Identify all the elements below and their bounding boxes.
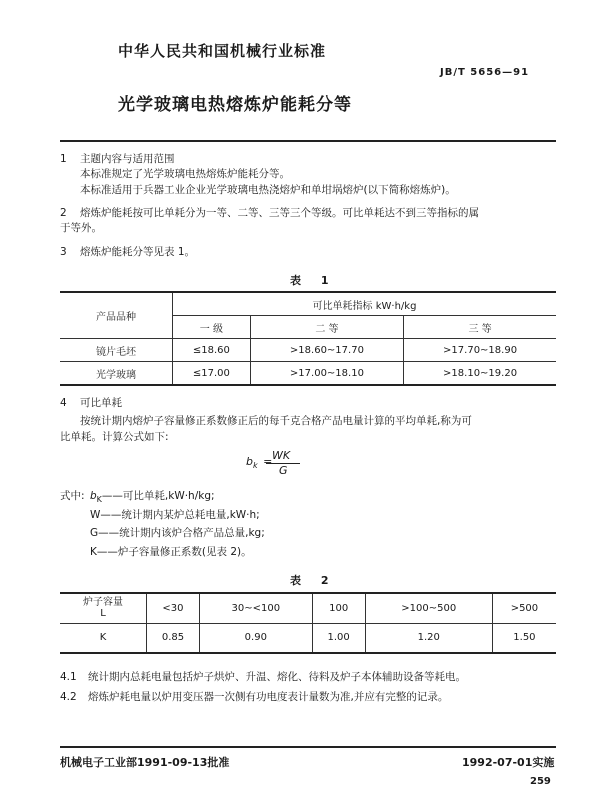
page-number: 259 — [530, 776, 551, 787]
section-2-line-1: 熔炼炉能耗按可比单耗分为一等、二等、三等三个等级。可比单耗达不到三等指标的属 — [80, 207, 479, 219]
table-row — [60, 339, 556, 362]
section-2-number: 2 — [60, 207, 67, 219]
table-cell: >17.70~18.90 — [404, 339, 556, 362]
table-cell: 0.85 — [147, 623, 200, 653]
standard-org-header: 中华人民共和国机械行业标准 — [118, 42, 327, 60]
table-cell: 0.90 — [199, 623, 312, 653]
definition-g: G——统计期内该炉合格产品总量,kg; — [90, 527, 265, 539]
section-4-number: 4 — [60, 397, 67, 409]
table-row — [60, 362, 556, 386]
formula-denominator: G — [279, 464, 288, 477]
section-1-title: 主题内容与适用范围 — [80, 153, 175, 165]
section-2-line-2: 于等外。 — [60, 222, 102, 234]
table-cell: <30 — [147, 593, 200, 623]
footer-divider — [60, 746, 556, 748]
table-cell: 镜片毛坯 — [60, 339, 173, 362]
section-3-number: 3 — [60, 246, 67, 258]
section-4-line-1: 按统计期内熔炉子容量修正系数修正后的每千克合格产品电量计算的平均单耗,称为可 — [80, 415, 472, 427]
table-cell: 100 — [312, 593, 365, 623]
table-row — [60, 623, 556, 653]
table-2-caption: 表 2 — [290, 574, 337, 587]
table-cell: >17.00~18.10 — [250, 362, 403, 386]
section-4-1-number: 4.1 — [60, 671, 77, 683]
table-1-product-header: 产品品种 — [60, 292, 173, 339]
section-4-line-2: 比单耗。计算公式如下: — [60, 431, 169, 443]
table-cell: >18.60~17.70 — [250, 339, 403, 362]
section-4-title: 可比单耗 — [80, 397, 122, 409]
definitions-intro: 式中: — [60, 490, 85, 502]
table-2-row-label: K — [60, 623, 147, 653]
formula-equals: = — [263, 455, 273, 468]
section-4-1-text: 统计期内总耗电量包括炉子烘炉、升温、熔化、待料及炉子本体辅助设备等耗电。 — [88, 671, 466, 683]
table-1 — [60, 291, 556, 386]
table-cell: >500 — [492, 593, 556, 623]
table-cell: 1.20 — [365, 623, 492, 653]
footer-effective: 1992-07-01实施 — [462, 756, 555, 769]
definition-b — [90, 489, 215, 507]
section-1-para-2: 本标准适用于兵器工业企业光学玻璃电热浇熔炉和单坩埚熔炉(以下简称熔炼炉)。 — [80, 184, 456, 196]
table-1-caption: 表 1 — [290, 274, 337, 287]
table-1-grade-2: 二 等 — [250, 316, 403, 339]
footer-issued: 机械电子工业部1991-09-13批准 — [60, 756, 230, 769]
section-1-para-1: 本标准规定了光学玻璃电热熔炼炉能耗分等。 — [80, 168, 290, 180]
definition-b-symbol: b — [90, 490, 97, 502]
definition-k: K——炉子容量修正系数(见表 2)。 — [90, 546, 252, 558]
section-3-text: 熔炼炉能耗分等见表 1。 — [80, 246, 196, 258]
document-title: 光学玻璃电热熔炼炉能耗分等 — [118, 95, 352, 115]
table-cell: 1.00 — [312, 623, 365, 653]
formula-numerator: WK — [272, 449, 291, 462]
table-cell: ≤18.60 — [173, 339, 251, 362]
table-cell: ≤17.00 — [173, 362, 251, 386]
section-4-2-text: 熔炼炉耗电量以炉用变压器一次侧有功电度表计量数为准,并应有完整的记录。 — [88, 691, 449, 703]
table-cell: >18.10~19.20 — [404, 362, 556, 386]
table-1-grade-3: 三 等 — [404, 316, 556, 339]
formula — [246, 449, 291, 477]
table-2 — [60, 592, 556, 654]
formula-lhs-subscript: k — [252, 461, 258, 471]
table-2-head-label — [60, 593, 147, 623]
table-1-group-header: 可比单耗指标 kW·h/kg — [173, 292, 557, 316]
table-cell: 30~<100 — [199, 593, 312, 623]
definition-w: W——统计期内某炉总耗电量,kW·h; — [90, 509, 260, 521]
table-cell: 光学玻璃 — [60, 362, 173, 386]
formula-lhs: b — [246, 455, 253, 468]
title-divider — [60, 140, 556, 142]
table-1-grade-1: 一 级 — [173, 316, 251, 339]
table-2-head-label-text: 炉子容量 — [83, 597, 123, 609]
table-2-head-label-unit: L — [100, 608, 106, 620]
section-1-number: 1 — [60, 153, 67, 165]
section-4-2-number: 4.2 — [60, 691, 77, 703]
table-cell: >100~500 — [365, 593, 492, 623]
definition-b-subscript: K — [96, 495, 102, 505]
definition-b-text: ——可比单耗,kW·h/kg; — [101, 490, 215, 502]
standard-code: JB/T 5656—91 — [440, 67, 530, 78]
table-cell: 1.50 — [492, 623, 556, 653]
